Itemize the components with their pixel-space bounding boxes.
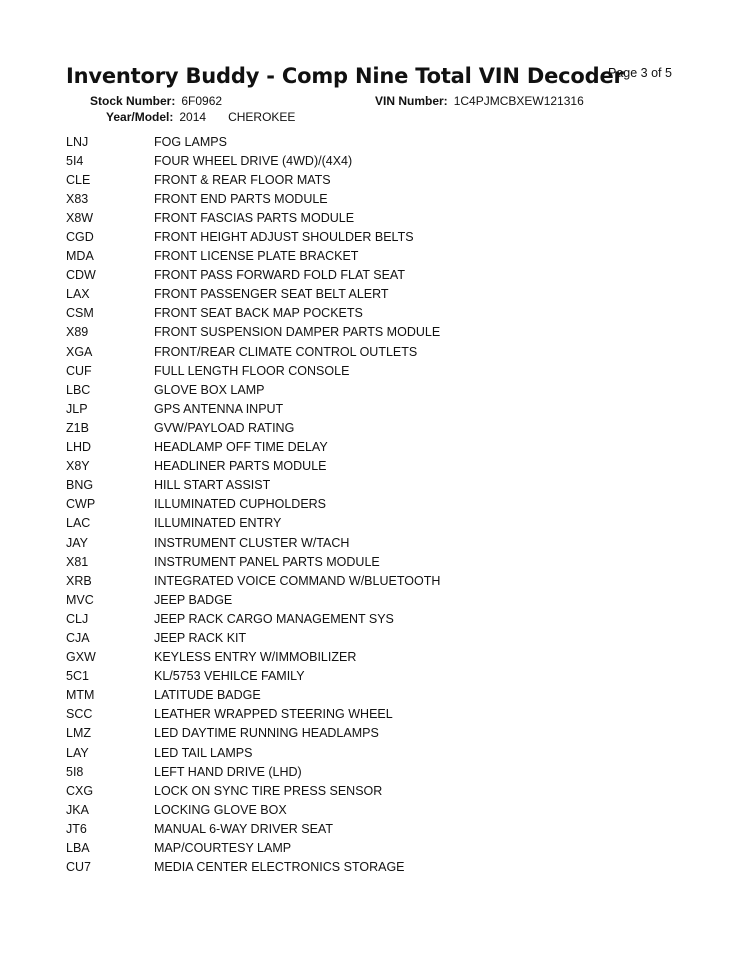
option-row [66,266,686,285]
option-code: X81 [66,554,89,569]
option-row [66,552,686,571]
option-row [66,858,686,877]
option-row [66,609,686,628]
option-code: Z1B [66,420,89,435]
option-code: 5I4 [66,153,84,168]
option-code: LNJ [66,134,89,149]
option-row [66,476,686,495]
option-description: JEEP RACK CARGO MANAGEMENT SYS [154,611,394,626]
option-row [66,247,686,266]
option-description: LED TAIL LAMPS [154,745,253,760]
option-code: GXW [66,650,96,665]
option-description: FRONT/REAR CLIMATE CONTROL OUTLETS [154,344,418,359]
option-row [66,151,686,170]
option-description: LED DAYTIME RUNNING HEADLAMPS [154,726,379,741]
option-description: ILLUMINATED ENTRY [154,516,282,531]
option-code: CXG [66,783,94,798]
option-code: LHD [66,440,92,455]
option-row [66,323,686,342]
option-description: FRONT PASSENGER SEAT BELT ALERT [154,287,389,302]
option-row [66,648,686,667]
option-row [66,590,686,609]
vin-number-label: VIN Number: [375,94,448,108]
option-row [66,533,686,552]
option-row [66,208,686,227]
option-code: CJA [66,630,90,645]
option-code: LBA [66,841,90,856]
option-row [66,800,686,819]
option-code: 5C1 [66,669,89,684]
option-code: X89 [66,325,89,340]
option-code: CLE [66,172,91,187]
option-code-list [66,132,686,877]
option-row [66,399,686,418]
option-code: LBC [66,382,91,397]
option-row [66,571,686,590]
option-description: FULL LENGTH FLOOR CONSOLE [154,363,350,378]
vin-number-value: 1C4PJMCBXEW121316 [453,94,584,108]
page-title: Inventory Buddy - Comp Nine Total VIN Decoder [66,64,624,88]
option-row [66,838,686,857]
option-code: X83 [66,191,89,206]
vin-number [375,94,584,108]
option-row [66,667,686,686]
option-description: HILL START ASSIST [154,478,271,493]
option-description: FRONT SEAT BACK MAP POCKETS [154,306,363,321]
option-code: CUF [66,363,92,378]
option-row [66,781,686,800]
option-code: LMZ [66,726,91,741]
option-description: GPS ANTENNA INPUT [154,401,284,416]
option-description: LOCKING GLOVE BOX [154,802,287,817]
option-description: JEEP RACK KIT [154,630,247,645]
option-description: LEFT HAND DRIVE (LHD) [154,764,302,779]
option-description: HEADLINER PARTS MODULE [154,459,327,474]
option-code: XRB [66,573,92,588]
option-description: GLOVE BOX LAMP [154,382,265,397]
option-description: FRONT & REAR FLOOR MATS [154,172,331,187]
option-description: MANUAL 6-WAY DRIVER SEAT [154,821,333,836]
option-row [66,457,686,476]
option-row [66,628,686,647]
option-description: ILLUMINATED CUPHOLDERS [154,497,327,512]
stock-number-value: 6F0962 [181,94,223,108]
option-description: KL/5753 VEHILCE FAMILY [154,669,305,684]
option-code: JT6 [66,821,87,836]
option-description: FOG LAMPS [154,134,227,149]
option-row [66,743,686,762]
option-description: FRONT HEIGHT ADJUST SHOULDER BELTS [154,230,414,245]
option-row [66,724,686,743]
option-code: X8W [66,210,94,225]
option-description: GVW/PAYLOAD RATING [154,420,295,435]
option-description: JEEP BADGE [154,592,233,607]
year-value: 2014 [179,110,207,124]
option-row [66,819,686,838]
option-row [66,304,686,323]
option-description: FRONT END PARTS MODULE [154,191,328,206]
option-code: MDA [66,249,94,264]
option-code: LAC [66,516,91,531]
option-description: MAP/COURTESY LAMP [154,841,292,856]
option-code: CWP [66,497,96,512]
option-code: BNG [66,478,94,493]
option-code: CU7 [66,860,92,875]
option-row [66,132,686,151]
option-description: LEATHER WRAPPED STEERING WHEEL [154,707,393,722]
option-code: CGD [66,230,94,245]
option-description: FRONT FASCIAS PARTS MODULE [154,210,355,225]
year-model [106,110,295,124]
option-description: LOCK ON SYNC TIRE PRESS SENSOR [154,783,383,798]
stock-number [90,94,222,108]
year-model-label: Year/Model: [106,110,174,124]
option-description: KEYLESS ENTRY W/IMMOBILIZER [154,650,357,665]
option-description: FRONT LICENSE PLATE BRACKET [154,249,359,264]
option-row [66,170,686,189]
option-code: SCC [66,707,93,722]
stock-number-label: Stock Number: [90,94,176,108]
option-row [66,380,686,399]
option-description: MEDIA CENTER ELECTRONICS STORAGE [154,860,405,875]
option-code: JLP [66,401,88,416]
option-code: CLJ [66,611,89,626]
page-number: Page 3 of 5 [608,66,672,80]
option-code: XGA [66,344,93,359]
option-code: LAY [66,745,89,760]
option-row [66,227,686,246]
option-description: LATITUDE BADGE [154,688,261,703]
option-description: FRONT SUSPENSION DAMPER PARTS MODULE [154,325,441,340]
option-description: INSTRUMENT PANEL PARTS MODULE [154,554,380,569]
option-description: FOUR WHEEL DRIVE (4WD)/(4X4) [154,153,353,168]
option-code: X8Y [66,459,90,474]
option-description: INSTRUMENT CLUSTER W/TACH [154,535,350,550]
option-row [66,514,686,533]
option-row [66,418,686,437]
option-description: FRONT PASS FORWARD FOLD FLAT SEAT [154,268,405,283]
option-row [66,495,686,514]
option-row [66,686,686,705]
model-value: CHEROKEE [228,110,296,124]
option-row [66,361,686,380]
option-description: HEADLAMP OFF TIME DELAY [154,440,328,455]
option-code: JKA [66,802,89,817]
option-row [66,189,686,208]
option-row [66,762,686,781]
option-row [66,438,686,457]
option-code: 5I8 [66,764,84,779]
option-code: CSM [66,306,94,321]
option-code: CDW [66,268,96,283]
option-row [66,285,686,304]
option-code: MVC [66,592,94,607]
option-row [66,342,686,361]
option-code: JAY [66,535,88,550]
option-row [66,705,686,724]
option-code: MTM [66,688,95,703]
option-code: LAX [66,287,90,302]
option-description: INTEGRATED VOICE COMMAND W/BLUETOOTH [154,573,441,588]
